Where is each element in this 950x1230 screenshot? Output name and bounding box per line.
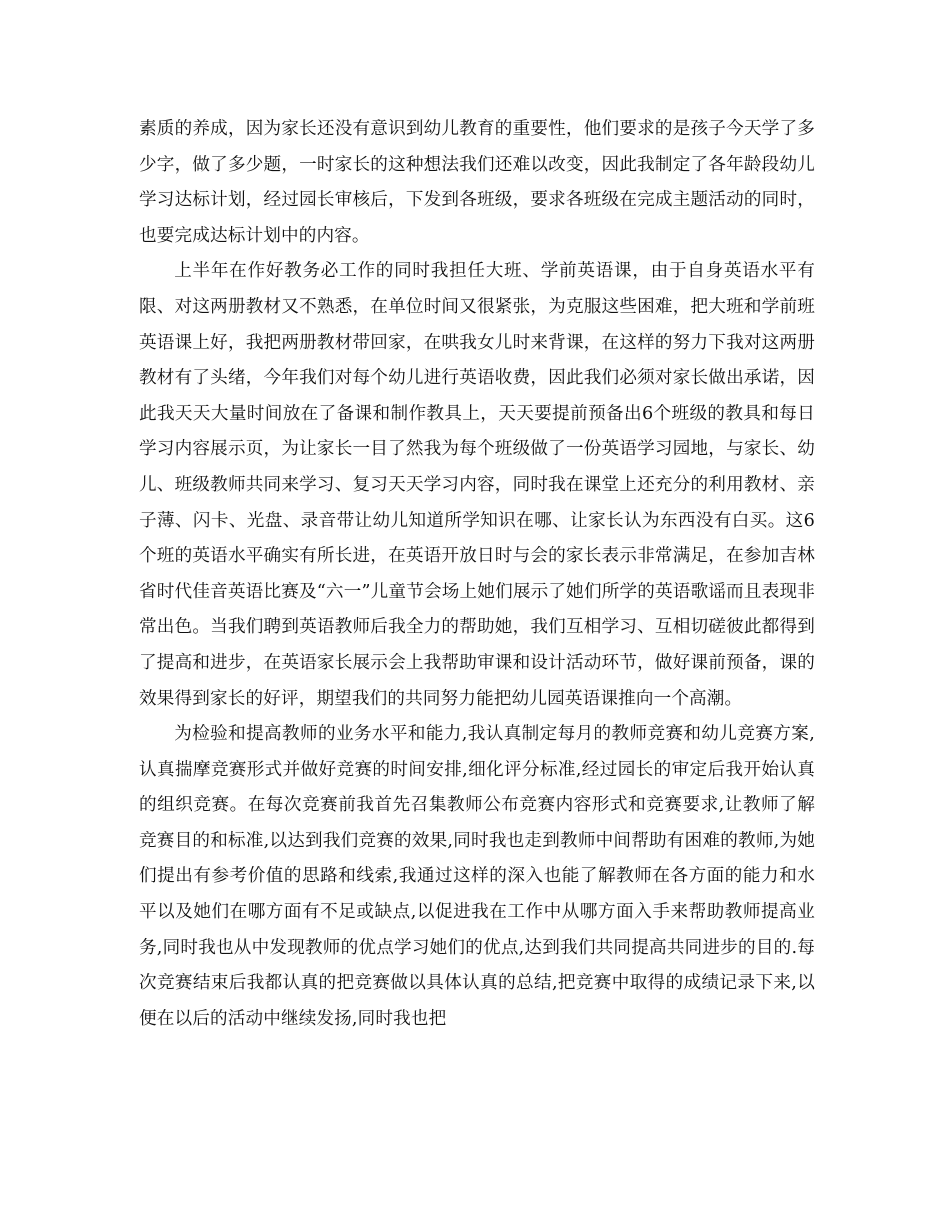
paragraph-2: 上半年在作好教务必工作的同时我担任大班、学前英语课，由于自身英语水平有限、对这两册教材又不熟悉，在单位时间又很紧张，为克服这些困难，把大班和学前班英语课上好，我把两册教材带回家，在哄我女儿时来背课，在这样的努力下我对这两册教材有了头绪，今年我们对每个幼儿进行英语收费，因此我们必须对家长做出承诺，因此我天天大量时间放在了备课和制作教具上，天天要提前预备出6个班级的教具和每日学习内容展示页，为让家长一目了然我为每个班级做了一份英语学习园地，与家长、幼儿、班级教师共同来学习、复习天天学习内容，同时我在课堂上还充分的利用教材、亲子薄、闪卡、光盘、录音带让幼儿知道所学知识在哪、让家长认为东西没有白买。这6个班的英语水平确实有所长进，在英语开放日时与会的家长表示非常满足，在参加吉林省时代佳音英语比赛及“六一”儿童节会场上她们展示了她们所学的英语歌谣而且表现非常出色。当我们聘到英语教师后我全力的帮助她，我们互相学习、互相切磋彼此都得到了提高和进步，在英语家长展示会上我帮助审课和设计活动环节，做好课前预备，课的效果得到家长的好评，期望我们的共同努力能把幼儿园英语课推向一个高潮。 (139, 261, 815, 709)
document-body (139, 112, 815, 1037)
paragraph-3: 为检验和提高教师的业务水平和能力,我认真制定每月的教师竞赛和幼儿竞赛方案,认真揣摩竞赛形式并做好竞赛的时间安排,细化评分标准,经过园长的审定后我开始认真的组织竞赛。在每次竞赛前我首先召集教师公布竞赛内容形式和竞赛要求,让教师了解竞赛目的和标准,以达到我们竞赛的效果,同时我也走到教师中间帮助有困难的教师,为她们提出有参考价值的思路和线索,我通过这样的深入也能了解教师在各方面的能力和水平以及她们在哪方面有不足或缺点,以促进我在工作中从哪方面入手来帮助教师提高业务,同时我也从中发现教师的优点学习她们的优点,达到我们共同提高共同进步的目的.每次竞赛结束后我都认真的把竞赛做以具体认真的总结,把竞赛中取得的成绩记录下来,以便在以后的活动中继续发扬,同时我也把 (139, 724, 815, 1029)
paragraph-1: 素质的养成，因为家长还没有意识到幼儿教育的重要性，他们要求的是孩子今天学了多少字，做了多少题，一时家长的这种想法我们还难以改变，因此我制定了各年龄段幼儿学习达标计划，经过园长审核后，下发到各班级，要求各班级在完成主题活动的同时，也要完成达标计划中的内容。 (139, 119, 815, 246)
